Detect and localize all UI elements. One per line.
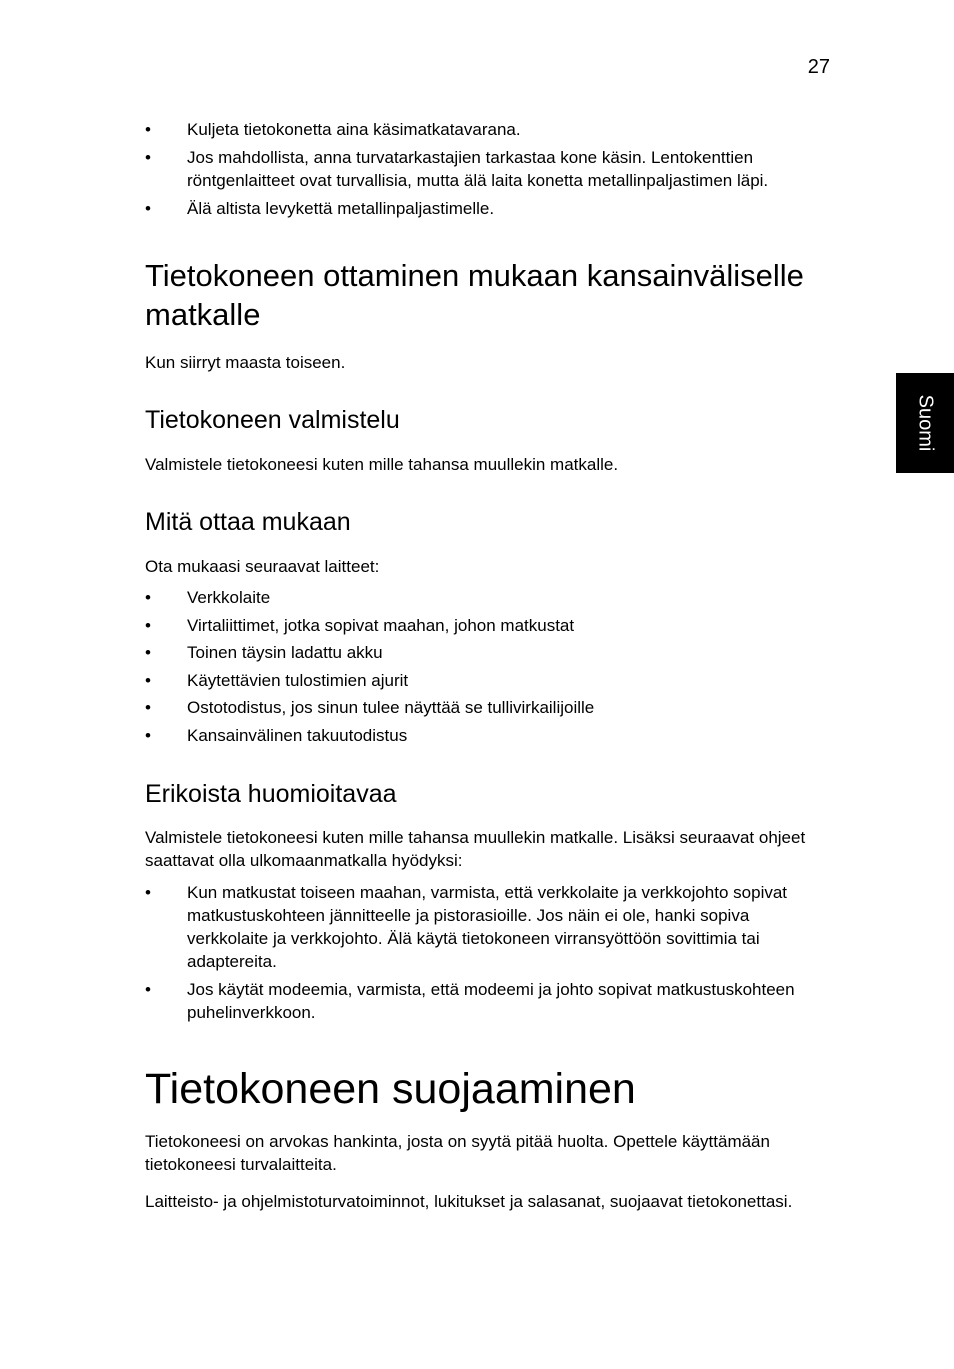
- special-intro: Valmistele tietokoneesi kuten mille tahansa muullekin matkalle. Lisäksi seuraavat ohjeet saattavat olla ulkomaanmatkalla hyödyksi:: [145, 828, 806, 870]
- bring-bullet-list: [145, 586, 835, 747]
- list-item: • Käytettävien tulostimien ajurit: [145, 670, 409, 690]
- heading-prepare: Tietokoneen valmistelu: [145, 406, 400, 434]
- list-item: • Ostotodistus, jos sinun tulee näyttää se tullivirkailijoille: [145, 698, 595, 718]
- list-item: • Virtaliittimet, jotka sopivat maahan, johon matkustat: [145, 615, 575, 635]
- heading-what-to-bring: Mitä ottaa mukaan: [145, 508, 351, 536]
- bring-intro: Ota mukaasi seuraavat laitteet:: [145, 557, 380, 576]
- heading-international-travel: Tietokoneen ottaminen mukaan kansainväliselle matkalle: [145, 258, 804, 332]
- top-bullet-list: [145, 118, 835, 220]
- list-item: • Jos käytät modeemia, varmista, että modeemi ja johto sopivat matkustuskohteen puhelinverkkoon.: [145, 980, 795, 1022]
- list-item: • Jos mahdollista, anna turvatarkastajien tarkastaa kone käsin. Lentokenttien röntgenlaitteet ovat turvallisia, mutta älä laita konetta metallinpaljastimen läpi.: [145, 148, 769, 190]
- list-item: • Älä altista levykettä metallinpaljastimelle.: [145, 199, 495, 218]
- list-item: • Kansainvälinen takuutodistus: [145, 725, 408, 745]
- side-tab-label: Suomi: [914, 394, 937, 452]
- protect-paragraph: Tietokoneesi on arvokas hankinta, josta on syytä pitää huolta. Opettele käyttämään tietokoneesi turvalaitteita.: [145, 1132, 770, 1174]
- special-bullet-list: [145, 881, 835, 1024]
- prepare-text: Valmistele tietokoneesi kuten mille tahansa muullekin matkalle.: [145, 455, 619, 474]
- international-intro: Kun siirryt maasta toiseen.: [145, 353, 346, 372]
- list-item: • Verkkolaite: [145, 588, 271, 607]
- heading-special-considerations: Erikoista huomioitavaa: [145, 780, 397, 808]
- list-item: • Kun matkustat toiseen maahan, varmista, että verkkolaite ja verkkojohto sopivat matkustuskohteen jännitteelle ja pistorasioille. Jos näin ei ole, hanki sopiva verkkolaite ja verkkojohto. Älä käytä tietokoneen virransyöttöön sovittimia tai adaptereita.: [145, 883, 788, 971]
- language-side-tab: [896, 373, 954, 473]
- heading-protect-computer: Tietokoneen suojaaminen: [145, 1065, 636, 1113]
- page-number: 27: [807, 56, 830, 78]
- list-item: • Toinen täysin ladattu akku: [145, 643, 383, 663]
- protect-paragraph: Laitteisto- ja ohjelmistoturvatoiminnot, lukitukset ja salasanat, suojaavat tietokonettasi.: [145, 1192, 793, 1211]
- list-item: • Kuljeta tietokonetta aina käsimatkatavarana.: [145, 120, 521, 139]
